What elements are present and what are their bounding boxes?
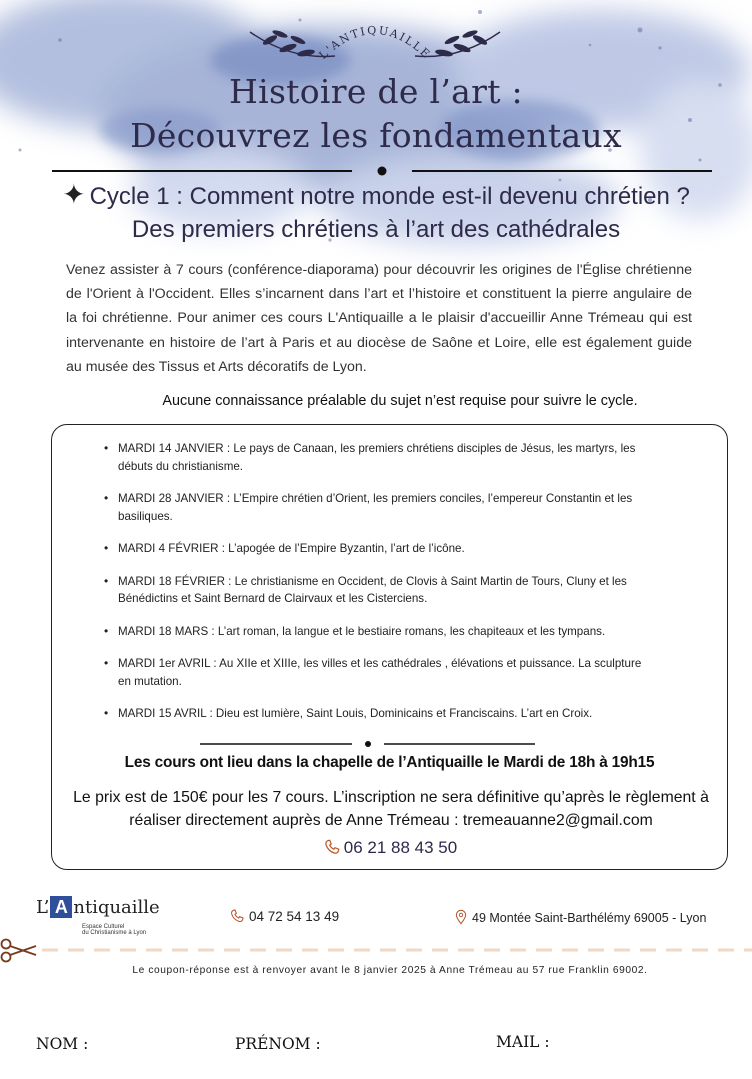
cycle-heading	[0, 178, 752, 211]
coupon-note: Le coupon-réponse est à renvoyer avant le 8 janvier 2025 à Anne Trémeau au 57 rue Franklin 69002.	[132, 965, 648, 976]
cycle-subtitle: Des premiers chrétiens à l’art des cathédrales	[131, 216, 621, 243]
contact-phone[interactable]	[0, 838, 752, 858]
schedule-list	[104, 440, 644, 723]
list-item: • MARDI 15 AVRIL : Dieu est lumière, Saint Louis, Dominicains et Franciscains. L’art en Croix.	[104, 705, 644, 723]
scissors-icon	[2, 940, 37, 962]
title-divider	[52, 163, 712, 179]
prenom-field-label: PRÉNOM :	[235, 1035, 321, 1053]
phone-icon	[229, 908, 245, 924]
cycle-title: Cycle 1 : Comment notre monde est-il devenu chrétien ?	[89, 183, 690, 210]
location-pin-icon	[454, 909, 468, 925]
list-item: • MARDI 14 JANVIER : Le pays de Canaan, les premiers chrétiens disciples de Jésus, les martyrs, les débuts du christianisme.	[104, 440, 644, 475]
coupon-cut-line	[0, 935, 752, 965]
footer-address: 49 Montée Saint-Barthélémy 69005 - Lyon	[454, 909, 706, 925]
footer-phone[interactable]: 04 72 54 13 49	[229, 908, 339, 924]
logo-arc-text: L'ANTIQUAILLE	[316, 23, 434, 62]
brand-subtitle: Espace Culturel	[82, 924, 125, 930]
contact-phone-number: 06 21 88 43 50	[343, 838, 458, 857]
list-item: • MARDI 1er AVRIL : Au XIIe et XIIIe, les villes et les cathédrales , élévations et puissance. La sculpture en mutation.	[104, 655, 644, 690]
star-icon: ✦	[62, 179, 86, 210]
brand-initial: A	[50, 896, 72, 918]
phone-icon	[323, 838, 341, 856]
no-requirement-note: Aucune connaissance préalable du sujet n’est requise pour suivre le cycle.	[162, 393, 638, 409]
page-title-line1: Histoire de l’art :	[229, 72, 523, 111]
list-item: • MARDI 28 JANVIER : L’Empire chrétien d’Orient, les premiers conciles, l’empereur Constantin et les basiliques.	[104, 490, 644, 525]
venue-info: Les cours ont lieu dans la chapelle de l’Antiquaille le Mardi de 18h à 19h15	[124, 754, 655, 771]
schedule-divider	[200, 736, 535, 752]
price-info: Le prix est de 150€ pour les 7 cours. L’inscription ne sera définitive qu’après le règlement à réaliser directement auprès de Anne Trémeau : tremeauanne2@gmail.com	[73, 789, 709, 829]
nom-field-label: NOM :	[36, 1035, 89, 1053]
page-title-line2: Découvrez les fondamentaux	[130, 116, 622, 155]
laurel-logo	[240, 10, 510, 70]
brand-subtitle: du Christianisme à Lyon	[82, 930, 147, 936]
list-item: • MARDI 18 MARS : L’art roman, la langue et le bestiaire romans, les chapiteaux et les tympans.	[104, 623, 644, 641]
list-item: • MARDI 18 FÉVRIER : Le christianisme en Occident, de Clovis à Saint Martin de Tours, Cluny et les Bénédictins et Saint Bernard de Clairvaux et les Cisterciens.	[104, 573, 644, 608]
mail-field-label: MAIL :	[496, 1033, 550, 1051]
brand-logo: L’ A ntiquaille	[36, 897, 160, 918]
intro-paragraph: Venez assister à 7 cours (conférence-diaporama) pour découvrir les origines de l'Église chrétienne de l'Orient à l'Occident. Elles s’incarnent dans l’art et l’histoire et constituent la pierre angulaire de la foi chrétienne. Pour animer ces cours L'Antiquaille a le plaisir d'accueillir Anne Trémeau qui est intervenante en histoire de l’art à Paris et au diocèse de Saône et Loire, elle est également guide au musée des Tissus et Arts décoratifs de Lyon.	[66, 262, 692, 375]
list-item: • MARDI 4 FÉVRIER : L’apogée de l’Empire Byzantin, l’art de l’icône.	[104, 540, 644, 558]
